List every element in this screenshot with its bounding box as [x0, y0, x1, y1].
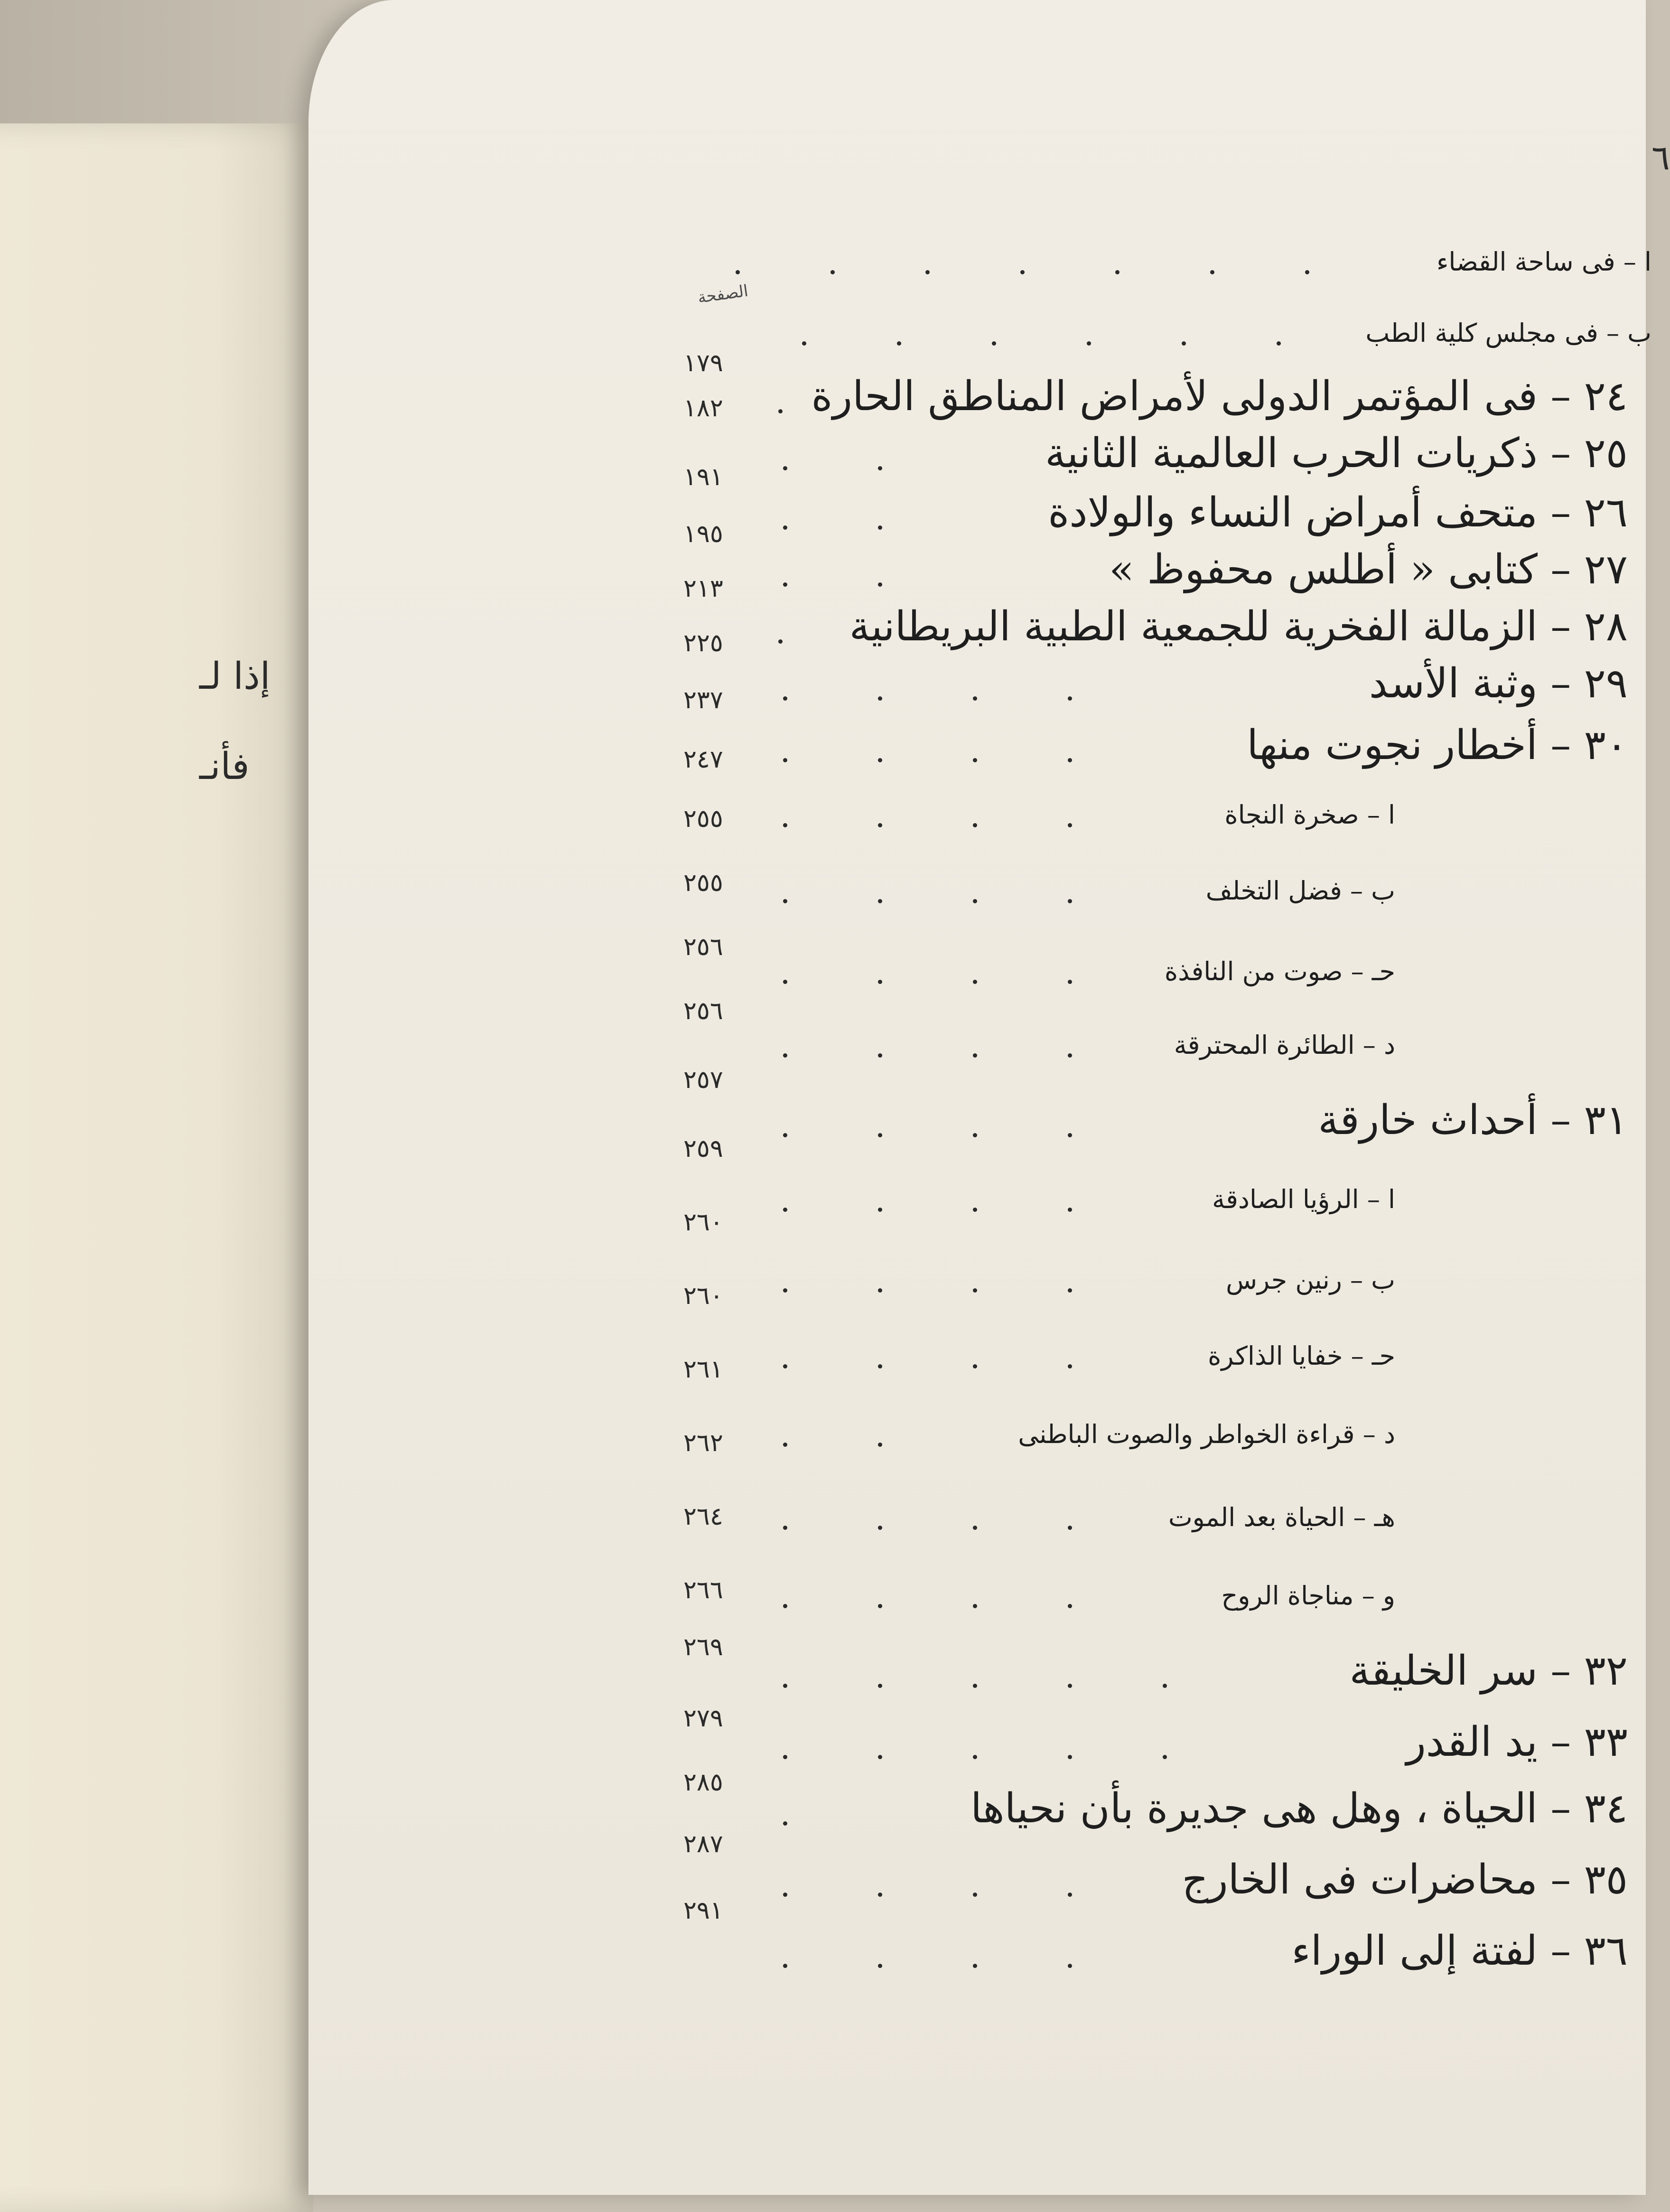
toc-page-number: ٢٥٧ — [683, 1066, 723, 1094]
leader-dot — [1068, 1133, 1072, 1137]
leader-dot — [878, 1133, 882, 1137]
leader-dot — [1068, 1208, 1072, 1212]
toc-chapter: ٣٥ – محاضرات فى الخارج — [1182, 1856, 1628, 1903]
leader-dot — [973, 1053, 977, 1058]
leader-dot — [973, 696, 977, 701]
leader-dots — [783, 696, 1153, 701]
leader-dot — [878, 1443, 882, 1447]
leader-dot — [1182, 341, 1186, 346]
toc-page-number: ٢٥٥ — [683, 805, 723, 833]
leader-dot — [783, 1604, 787, 1608]
toc-page-number: ٢٦٠ — [683, 1208, 723, 1237]
leader-dot — [878, 525, 882, 530]
leader-dot — [973, 1208, 977, 1212]
leader-dot — [1163, 1755, 1167, 1759]
leader-dot — [878, 1208, 882, 1212]
leader-dots — [802, 341, 1310, 346]
toc-subsection: حـ – صوت من النافذة — [1164, 956, 1395, 986]
leader-dot — [992, 341, 996, 346]
leader-dot — [1163, 1684, 1167, 1688]
leader-dots — [783, 1684, 1163, 1688]
leader-dot — [736, 270, 740, 274]
leader-dot — [1068, 1053, 1072, 1058]
leader-dot — [783, 758, 787, 762]
leader-dot — [1068, 1964, 1072, 1968]
leader-dot — [1087, 341, 1091, 346]
leader-dot — [1068, 1364, 1072, 1368]
leader-dot — [783, 1133, 787, 1137]
leader-dot — [778, 639, 783, 644]
toc-page-number: ٢٥٦ — [683, 933, 723, 961]
left-page-text-line: فأنـ — [199, 745, 250, 788]
toc-page-number: ١٧٩ — [683, 349, 723, 377]
leader-dot — [878, 1364, 882, 1368]
leader-dot — [783, 1053, 787, 1058]
leader-dot — [1068, 1893, 1072, 1897]
toc-subsection: ب – فضل التخلف — [1205, 876, 1395, 906]
toc-page-number: ٢٧٩ — [683, 1704, 723, 1733]
leader-dot — [1068, 696, 1072, 701]
leader-dot — [783, 1288, 787, 1293]
leader-dot — [783, 1893, 787, 1897]
toc-chapter: ٣٢ – سر الخليقة — [1349, 1647, 1628, 1695]
toc-page-number: ٢٣٧ — [683, 686, 723, 714]
left-page-text-line: إذا لـ — [199, 655, 271, 698]
leader-dot — [783, 1364, 787, 1368]
toc-subsection: و – مناجاة الروح — [1221, 1581, 1395, 1611]
toc-subsection: ب – فى مجلس كلية الطب — [1365, 318, 1651, 348]
toc-subsection: د – قراءة الخواطر والصوت الباطنى — [1018, 1419, 1395, 1449]
leader-dot — [897, 341, 901, 346]
leader-dot — [1115, 270, 1120, 274]
leader-dot — [878, 1964, 882, 1968]
leader-dot — [925, 270, 930, 274]
leader-dots — [778, 639, 783, 644]
leader-dots — [783, 1526, 1068, 1530]
toc-page-number: ٢٦٢ — [683, 1429, 723, 1457]
toc-page-number: ٢٥٩ — [683, 1134, 723, 1163]
leader-dots — [783, 1604, 1068, 1609]
toc-chapter: ٣٤ – الحياة ، وهل هى جديرة بأن نحياها — [970, 1785, 1628, 1832]
leader-dot — [783, 525, 787, 530]
leader-dot — [1068, 758, 1072, 762]
toc-subsection: ا – الرؤيا الصادقة — [1212, 1184, 1395, 1214]
leader-dot — [878, 1893, 882, 1897]
leader-dot — [973, 1526, 977, 1530]
toc-subsection: ا – صخرة النجاة — [1224, 800, 1395, 830]
leader-dot — [1068, 1526, 1072, 1530]
leader-dots — [783, 1964, 1068, 1968]
leader-dot — [783, 582, 787, 587]
leader-dot — [783, 980, 787, 984]
leader-dot — [973, 1893, 977, 1897]
leader-dots — [783, 1133, 1068, 1138]
leader-dot — [973, 1684, 977, 1688]
leader-dots — [783, 466, 925, 471]
leader-dots — [783, 823, 1068, 828]
leader-dots — [783, 1288, 1068, 1293]
leader-dots — [783, 980, 1068, 984]
toc-page-number: ٢٦٠ — [683, 1282, 723, 1310]
leader-dot — [973, 980, 977, 984]
leader-dot — [973, 1604, 977, 1608]
leader-dot — [973, 758, 977, 762]
leader-dots — [783, 1443, 935, 1447]
leader-dot — [802, 341, 806, 346]
leader-dot — [878, 1526, 882, 1530]
leader-dots — [783, 1053, 1068, 1058]
leader-dot — [1068, 980, 1072, 984]
leader-dot — [778, 409, 783, 413]
toc-chapter: ٣١ – أحداث خارقة — [1318, 1097, 1628, 1144]
toc-page-number: ١٨٢ — [683, 394, 723, 422]
leader-dots — [783, 758, 1115, 763]
toc-subsection: ا – فى ساحة القضاء — [1437, 247, 1651, 277]
toc-page-number: ٢٦٩ — [683, 1633, 723, 1661]
toc-chapter: ٣٠ – أخطار نجوت منها — [1247, 722, 1628, 769]
toc-subsection: هـ – الحياة بعد الموت — [1168, 1502, 1395, 1532]
leader-dot — [783, 1208, 787, 1212]
toc-subsection: د – الطائرة المحترقة — [1174, 1030, 1395, 1060]
leader-dot — [973, 1133, 977, 1137]
toc-chapter: ٢٥ – ذكريات الحرب العالمية الثانية — [1045, 430, 1628, 477]
leader-dot — [1068, 899, 1072, 903]
toc-page-number: ٢٨٥ — [683, 1768, 723, 1797]
leader-dot — [1020, 270, 1025, 274]
leader-dot — [783, 1526, 787, 1530]
leader-dot — [973, 1288, 977, 1293]
leader-dot — [878, 1755, 882, 1759]
toc-chapter: ٢٨ – الزمالة الفخرية للجمعية الطبية البريطانية — [849, 603, 1628, 650]
leader-dot — [783, 466, 787, 470]
toc-page-number: ٢٦٦ — [683, 1576, 723, 1604]
leader-dot — [1068, 823, 1072, 827]
leader-dots — [778, 409, 783, 414]
toc-page-number: ٢٢٥ — [683, 629, 723, 657]
toc-page-number: ١٩٥ — [683, 520, 723, 548]
toc-subsection: حـ – خفايا الذاكرة — [1208, 1341, 1395, 1371]
leader-dot — [1305, 270, 1309, 274]
leader-dot — [783, 899, 787, 903]
leader-dots — [783, 525, 925, 530]
leader-dots — [783, 1208, 1068, 1212]
leader-dot — [878, 1053, 882, 1058]
toc-page-number: ٢٩١ — [683, 1896, 723, 1925]
toc-chapter: ٢٩ – وثبة الأسد — [1369, 660, 1628, 707]
page-column-header: الصفحة — [696, 281, 749, 308]
leader-dot — [973, 899, 977, 903]
toc-chapter: ٣٦ – لفتة إلى الوراء — [1291, 1927, 1628, 1975]
toc-chapter: ٣٣ – يد القدر — [1406, 1718, 1628, 1766]
toc-page-number: ١٩١ — [683, 463, 723, 491]
toc-page-number: ٢٥٥ — [683, 869, 723, 897]
toc-page-number: ٢٦١ — [683, 1355, 723, 1384]
leader-dots — [783, 1755, 1210, 1760]
leader-dots — [783, 1893, 1068, 1897]
leader-dot — [783, 823, 787, 827]
leader-dot — [973, 1755, 977, 1759]
toc-subsection: ب – رنين جرس — [1226, 1265, 1395, 1295]
leader-dot — [878, 823, 882, 827]
leader-dot — [973, 1364, 977, 1368]
leader-dot — [878, 582, 882, 587]
leader-dot — [878, 980, 882, 984]
leader-dot — [878, 1604, 882, 1608]
leader-dot — [1068, 1604, 1072, 1608]
left-page — [0, 123, 313, 2212]
leader-dot — [973, 1964, 977, 1968]
leader-dot — [783, 1443, 787, 1447]
toc-chapter: ٢٤ – فى المؤتمر الدولى لأمراض المناطق الحارة — [811, 373, 1628, 420]
leader-dot — [1277, 341, 1281, 346]
toc-page-number: ٢١٣ — [683, 574, 723, 603]
leader-dot — [878, 696, 882, 701]
leader-dot — [783, 1821, 787, 1826]
leader-dots — [783, 582, 949, 587]
leader-dots — [783, 1821, 830, 1826]
leader-dot — [878, 899, 882, 903]
leader-dot — [878, 1684, 882, 1688]
leader-dot — [1068, 1755, 1072, 1759]
toc-page-number: ٢٥٦ — [683, 997, 723, 1025]
toc-page — [308, 0, 1670, 2195]
leader-dot — [783, 1964, 787, 1968]
leader-dots — [736, 270, 1362, 275]
toc-page-number: ٢٦٤ — [683, 1502, 723, 1531]
leader-dot — [783, 1684, 787, 1688]
toc-chapter: ٢٦ – متحف أمراض النساء والولادة — [1048, 489, 1628, 536]
page-number: ٦ — [1651, 138, 1670, 178]
leader-dot — [1210, 270, 1214, 274]
leader-dot — [783, 1755, 787, 1759]
leader-dot — [878, 466, 882, 470]
leader-dot — [783, 696, 787, 701]
toc-page-number: ٢٤٧ — [683, 745, 723, 774]
leader-dot — [1068, 1684, 1072, 1688]
toc-chapter: ٢٧ – كتابى « أطلس محفوظ » — [1109, 546, 1628, 593]
leader-dots — [783, 1364, 1068, 1369]
leader-dot — [1068, 1288, 1072, 1293]
leader-dot — [973, 823, 977, 827]
leader-dot — [878, 1288, 882, 1293]
leader-dot — [878, 758, 882, 762]
toc-page-number: ٢٨٧ — [683, 1830, 723, 1858]
leader-dots — [783, 899, 1068, 904]
leader-dot — [830, 270, 835, 274]
